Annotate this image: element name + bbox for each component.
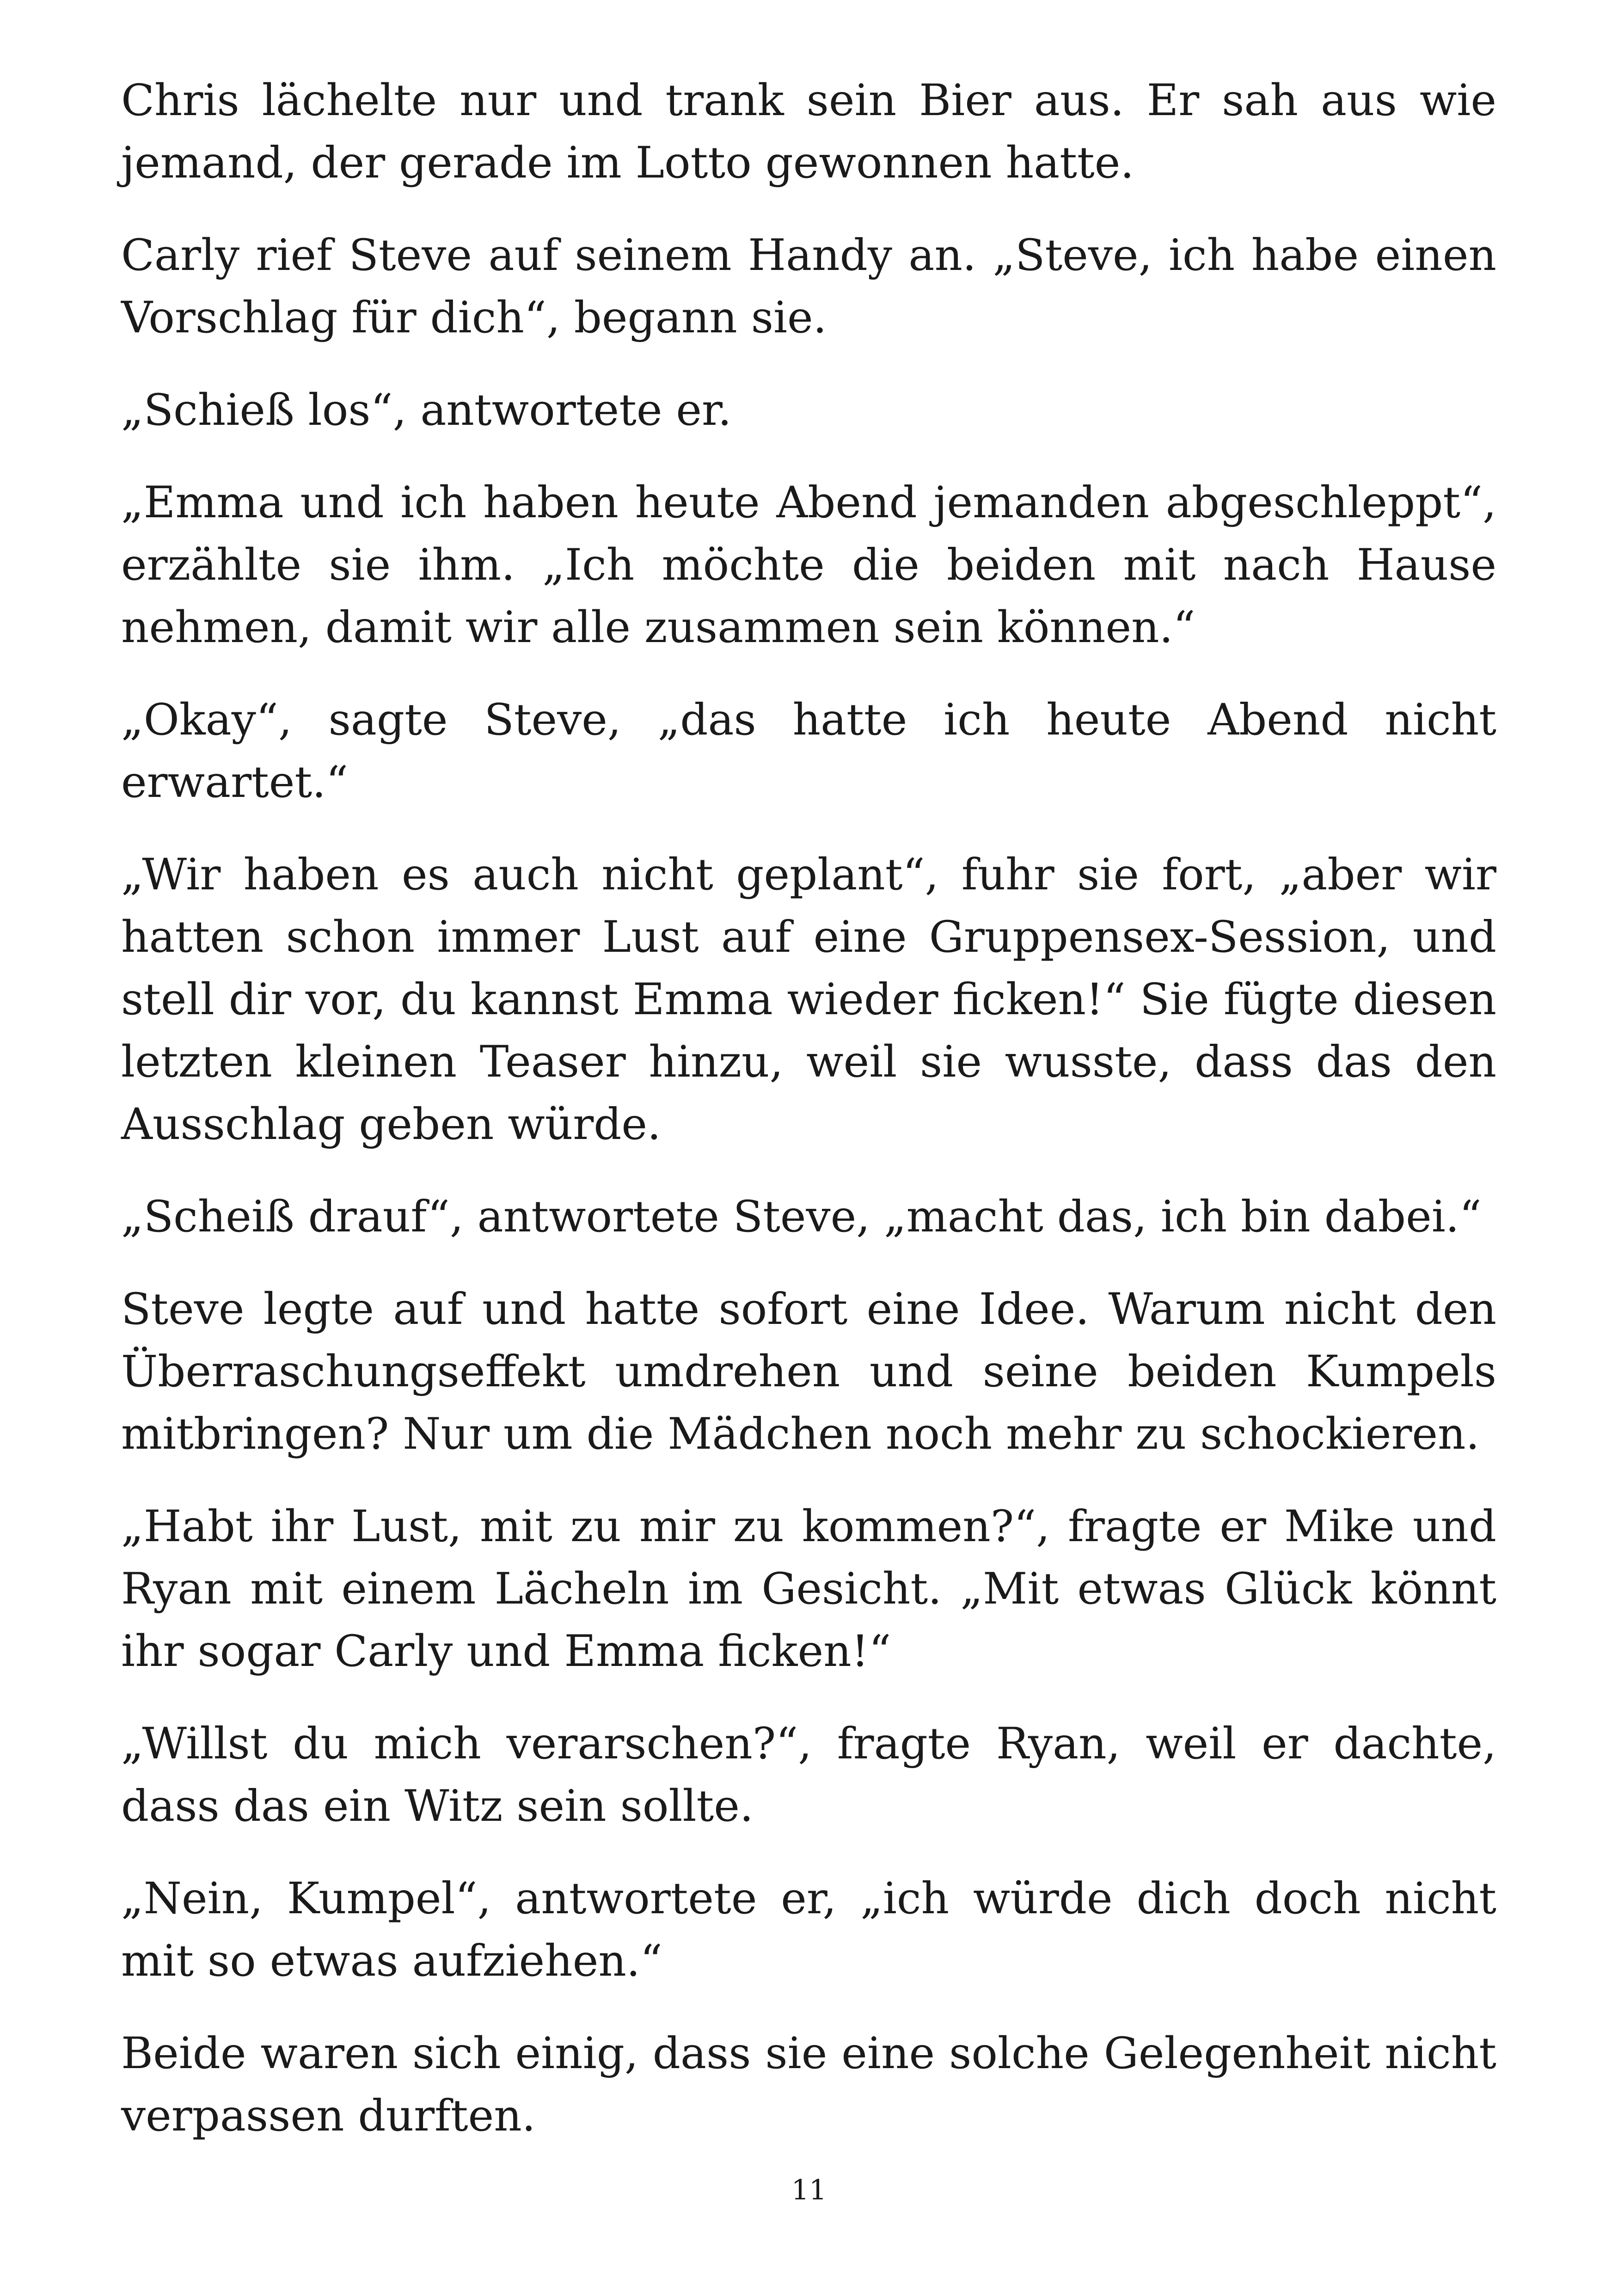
paragraph: „Habt ihr Lust, mit zu mir zu kommen?“, fragte er Mike und Ryan mit einem Lächeln im Gesicht. „Mit etwas Glück könnt ihr sogar Carly und Emma ficken!“: [121, 1501, 1496, 1677]
paragraph: „Willst du mich verarschen?“, fragte Ryan, weil er dachte, dass das ein Witz sein sollte.: [121, 1719, 1496, 1831]
body-text: [121, 69, 1496, 2177]
paragraph: „Okay“, sagte Steve, „das hatte ich heute Abend nicht erwartet.“: [121, 695, 1496, 808]
paragraph: „Emma und ich haben heute Abend jemanden abgeschleppt“, erzählte sie ihm. „Ich möchte die beiden mit nach Hause nehmen, damit wir alle zusammen sein können.“: [121, 478, 1496, 653]
paragraph: Carly rief Steve auf seinem Handy an. „Steve, ich habe einen Vorschlag für dich“, begann sie.: [121, 230, 1496, 343]
paragraph: Beide waren sich einig, dass sie eine solche Gelegenheit nicht verpassen durften.: [121, 2028, 1496, 2141]
paragraph: Chris lächelte nur und trank sein Bier aus. Er sah aus wie jemand, der gerade im Lotto gewonnen hatte.: [121, 75, 1496, 188]
paragraph: „Scheiß drauf“, antwortete Steve, „macht das, ich bin dabei.“: [121, 1192, 1482, 1242]
paragraph: „Wir haben es auch nicht geplant“, fuhr sie fort, „aber wir hatten schon immer Lust auf eine Gruppensex-Session, und stell dir vor, du kannst Emma wieder ficken!“ Sie fügte diesen letzten kleinen Teaser hinzu, weil sie wusste, dass das den Ausschlag geben würde.: [121, 850, 1496, 1150]
paragraph: Steve legte auf und hatte sofort eine Idee. Warum nicht den Überraschungseffekt umdrehen und seine beiden Kumpels mitbringen? Nur um die Mädchen noch mehr zu schockieren.: [121, 1284, 1496, 1459]
paragraph: „Nein, Kumpel“, antwortete er, „ich würde dich doch nicht mit so etwas aufziehen.“: [121, 1874, 1496, 1986]
page-number: 11: [791, 2174, 827, 2206]
paragraph: „Schieß los“, antwortete er.: [121, 385, 732, 435]
